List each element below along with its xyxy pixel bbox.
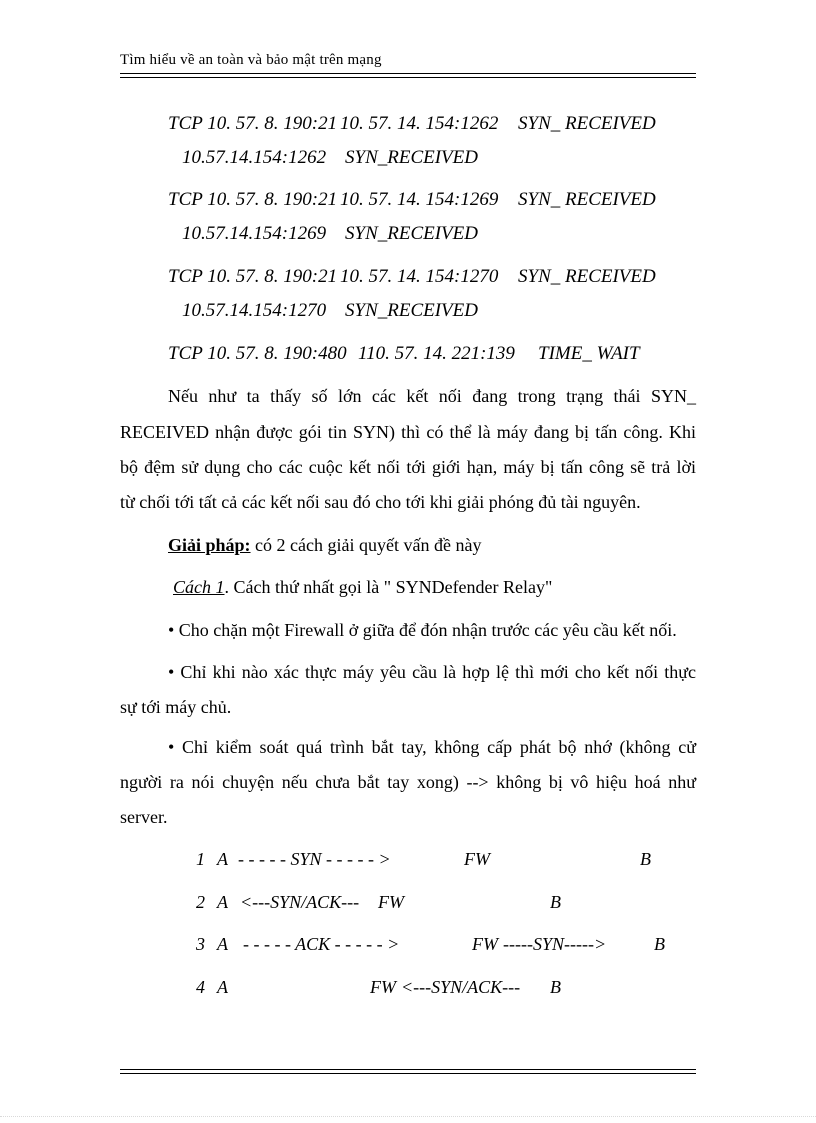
diagram-row2-arrow: <---SYN/ACK---	[240, 892, 360, 912]
method1-label: Cách 1	[173, 577, 225, 597]
solution-text: có 2 cách giải quyết vấn đề này	[250, 535, 482, 555]
diagram-row3-arrow: - - - - - ACK - - - - - >	[243, 934, 400, 954]
diagram-row3-a: A	[217, 934, 228, 954]
diagram-row4-fwmsg: <---SYN/ACK---	[401, 977, 521, 997]
conn3-state: SYN_ RECEIVED	[518, 266, 656, 287]
diagram-row3-fwmsg: -----SYN----->	[503, 934, 607, 954]
solution-label: Giải pháp:	[168, 535, 251, 555]
diagram-row2-b: B	[550, 892, 561, 912]
diagram-row4-a: A	[217, 977, 228, 997]
diagram-row2-a: A	[217, 892, 228, 912]
conn1-remote-2: 10.57.14.154:1262	[182, 147, 327, 168]
header-rule-bottom	[120, 77, 696, 78]
solution-line	[168, 535, 744, 556]
bullet-2-line2: sự tới máy chủ.	[120, 697, 232, 717]
diagram-row1-fw: FW	[464, 849, 490, 869]
footer-rule-top	[120, 1069, 696, 1070]
header-rule-top	[120, 73, 696, 74]
bullet-2-line1: • Chỉ khi nào xác thực máy yêu cầu là hợp lệ thì mới cho kết nối thực	[168, 662, 696, 682]
conn3-remote: 10. 57. 14. 154:1270	[340, 266, 499, 287]
paragraph1-line2: RECEIVED nhận được gói tin SYN) thì có thể là máy đang bị tấn công. Khi	[120, 422, 696, 442]
paragraph1-line1: Nếu như ta thấy số lớn các kết nối đang trong trạng thái SYN_	[168, 386, 696, 406]
diagram-row4-b: B	[550, 977, 561, 997]
footer-rule-bottom	[120, 1073, 696, 1074]
paragraph1-line4: từ chối tới tất cả các kết nối sau đó cho tới khi giải phóng đủ tài nguyên.	[120, 492, 641, 512]
conn1-state: SYN_ RECEIVED	[518, 113, 656, 134]
bullet-3-line2: người ra nói chuyện nếu chưa bắt tay xong) --> không bị vô hiệu hoá như	[120, 772, 696, 792]
diagram-row3-b: B	[654, 934, 665, 954]
diagram-row1-arrow: - - - - - SYN - - - - - >	[238, 849, 391, 869]
conn2-state: SYN_ RECEIVED	[518, 189, 656, 210]
conn2-proto-local: TCP 10. 57. 8. 190:21	[168, 189, 338, 210]
conn3-state-2: SYN_RECEIVED	[345, 300, 478, 321]
bullet-3-line3: server.	[120, 807, 168, 827]
conn3-proto-local: TCP 10. 57. 8. 190:21	[168, 266, 338, 287]
diagram-row2-num: 2	[196, 892, 205, 912]
conn1-remote: 10. 57. 14. 154:1262	[340, 113, 499, 134]
page-edge-dotted	[0, 1116, 816, 1117]
conn1-state-2: SYN_RECEIVED	[345, 147, 478, 168]
diagram-row3-num: 3	[196, 934, 205, 954]
diagram-row3-fw: FW	[472, 934, 498, 954]
diagram-row2-fw: FW	[378, 892, 404, 912]
diagram-row1-num: 1	[196, 849, 205, 869]
timewait-proto-local: TCP 10. 57. 8. 190:480	[168, 343, 347, 364]
conn2-remote: 10. 57. 14. 154:1269	[340, 189, 499, 210]
conn2-remote-2: 10.57.14.154:1269	[182, 223, 327, 244]
conn1-proto-local: TCP 10. 57. 8. 190:21	[168, 113, 338, 134]
method1-line	[173, 577, 749, 598]
bullet-1: • Cho chặn một Firewall ở giữa để đón nhận trước các yêu cầu kết nối.	[168, 620, 677, 640]
method1-text: . Cách thứ nhất gọi là " SYNDefender Relay"	[224, 577, 553, 597]
diagram-row4-fw: FW	[370, 977, 396, 997]
timewait-remote: 110. 57. 14. 221:139	[358, 343, 515, 364]
bullet-3-line1: • Chỉ kiểm soát quá trình bắt tay, không cấp phát bộ nhớ (không cử	[168, 737, 696, 757]
paragraph1-line3: bộ đệm sử dụng cho các cuộc kết nối tới giới hạn, máy bị tấn công sẽ trả lời	[120, 457, 696, 477]
diagram-row1-b: B	[640, 849, 651, 869]
diagram-row1-a: A	[217, 849, 228, 869]
timewait-state: TIME_ WAIT	[538, 343, 640, 364]
diagram-row4-num: 4	[196, 977, 205, 997]
header-title: Tìm hiểu về an toàn và bảo mật trên mạng	[120, 52, 382, 68]
conn2-state-2: SYN_RECEIVED	[345, 223, 478, 244]
conn3-remote-2: 10.57.14.154:1270	[182, 300, 327, 321]
